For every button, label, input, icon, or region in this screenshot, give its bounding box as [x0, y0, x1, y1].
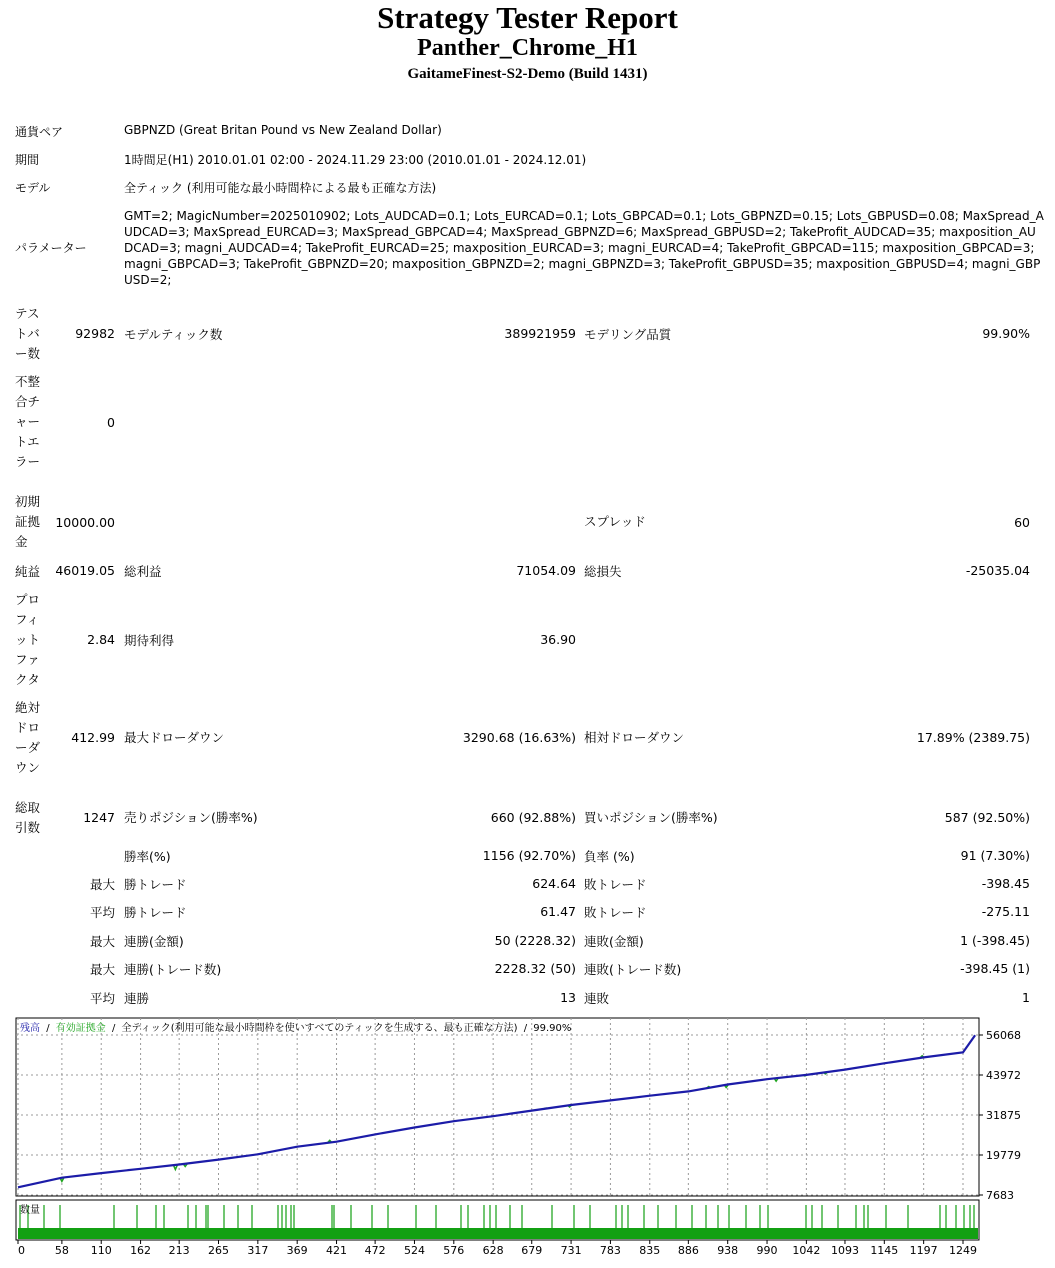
avg-cons-loss-value: 1 [1022, 990, 1030, 1005]
x-tick-label: 213 [168, 1244, 190, 1257]
y-axis-ticks [979, 1029, 1021, 1202]
deposit-value: 10000.00 [55, 515, 115, 530]
x-tick-label: 421 [326, 1244, 348, 1257]
max-dd-label: 最大ドローダウン [124, 730, 225, 745]
abs-dd-value: 412.99 [71, 730, 115, 745]
abs-dd-label: 絶対ドローダウン [15, 700, 41, 775]
loss-value: 91 (7.30%) [960, 848, 1030, 863]
pf-value: 2.84 [87, 632, 115, 647]
x-tick-label: 731 [560, 1244, 582, 1257]
cons-win-money-value: 50 (2228.32) [494, 933, 576, 948]
cons-loss-money-label: 連敗(金額) [584, 934, 644, 949]
x-tick-label: 524 [403, 1244, 425, 1257]
x-tick-label: 1145 [870, 1244, 899, 1257]
cons-loss-count-value: -398.45 (1) [960, 961, 1030, 976]
max-dd-value: 3290.68 (16.63%) [462, 730, 576, 745]
period-label: 期間 [15, 153, 40, 167]
x-tick-label: 110 [90, 1244, 112, 1257]
legend-sep-3: / [523, 1023, 528, 1034]
y-tick-label: 56068 [986, 1029, 1021, 1042]
x-tick-label: 1093 [830, 1244, 859, 1257]
legend-model: 全ティック(利用可能な最小時間枠を使いすべてのティックを生成する、最も正確な方法) [121, 1023, 518, 1034]
quality-value: 99.90% [982, 326, 1030, 341]
x-tick-label: 938 [717, 1244, 739, 1257]
cons-loss-count-label: 連敗(トレード数) [584, 962, 682, 977]
symbol-label: 通貨ペア [15, 125, 64, 139]
y-tick-label: 7683 [986, 1189, 1014, 1202]
x-axis-ticks [18, 1240, 977, 1257]
x-tick-label: 472 [364, 1244, 386, 1257]
rel-dd-value: 17.89% (2389.75) [916, 730, 1030, 745]
win-value: 1156 (92.70%) [482, 848, 576, 863]
x-tick-label: 990 [756, 1244, 778, 1257]
model-value: 全ティック (利用可能な最小時間枠による最も正確な方法) [124, 181, 437, 195]
x-tick-label: 1042 [792, 1244, 821, 1257]
legend-quality: 99.90% [533, 1023, 572, 1034]
loss-label: 負率 (%) [584, 849, 635, 864]
cons-win-count-label: 連勝(トレード数) [124, 962, 222, 977]
avg-cons-win-value: 13 [560, 990, 576, 1005]
trades-label: 総取引数 [15, 800, 41, 835]
trades-value: 1247 [83, 810, 115, 825]
max-prefix: 最大 [89, 877, 115, 892]
long-value: 587 (92.50%) [944, 810, 1030, 825]
largest-win-value: 624.64 [532, 876, 576, 891]
ticks-label: モデルティック数 [124, 327, 223, 342]
gross-loss-value: -25035.04 [965, 563, 1030, 578]
balance-chart [0, 1014, 1055, 1266]
legend-equity: 有効証拠金 [55, 1023, 106, 1034]
model-label: モデル [15, 181, 51, 195]
params-label: パラメーター [15, 241, 87, 255]
max2-prefix: 最大 [89, 934, 115, 949]
spread-value: 60 [1014, 515, 1030, 530]
x-tick-label: 628 [482, 1244, 504, 1257]
symbol-value: GBPNZD (Great Britan Pound vs New Zealand Dollar) [124, 123, 442, 137]
largest-loss-value: -398.45 [981, 876, 1030, 891]
short-value: 660 (92.88%) [490, 810, 576, 825]
mismatch-label: 不整合チャートエラー [15, 374, 41, 469]
net-value: 46019.05 [55, 563, 115, 578]
expert-name: Panther_Chrome_H1 [417, 35, 638, 61]
spread-label: スプレッド [584, 514, 646, 529]
avg2-prefix: 平均 [89, 991, 115, 1006]
y-tick-label: 43972 [986, 1068, 1021, 1082]
avg-loss-label: 敗トレード [584, 905, 647, 920]
cons-win-money-label: 連勝(金額) [124, 934, 184, 949]
y-tick-label: 31875 [986, 1109, 1021, 1123]
x-tick-label: 265 [208, 1244, 230, 1257]
x-tick-label: 0 [18, 1244, 25, 1257]
max3-prefix: 最大 [89, 962, 115, 977]
svg-text:残高 / 有効証拠金 / 全 [20, 1021, 571, 1034]
avg-prefix: 平均 [89, 905, 115, 920]
avg-win-value: 61.47 [540, 904, 576, 919]
deposit-label: 初期証拠金 [15, 494, 41, 549]
x-tick-label: 679 [521, 1244, 543, 1257]
params-value: GMT=2; MagicNumber=2025010902; Lots_AUDCAD=0.1; Lots_EURCAD=0.1; Lots_GBPCAD=0.1; Lots_GBPNZD=0.15; Lots_GBPUSD=0.08; MaxSpread_AUDCAD=3; MaxSpread_EURCAD=3; MaxSpread_GBPCAD=4; MaxSpread_GBPNZD=6; MaxSpread_GBPUSD=2; TakeProfit_AUDCAD=35; maxposition_AUDCAD=3; magni_AUDCAD=4; TakeProfit_EURCAD=25; maxposition_EURCAD=3; magni_EURCAD=4; TakeProfit_GBPCAD=115; maxposition_GBPCAD=3; magni_GBPCAD=3; TakeProfit_GBPNZD=20; maxposition_GBPNZD=2; magni_GBPNZD=3; TakeProfit_GBPUSD=35; maxposition_GBPUSD=4; magni_GBPUSD=2; [124, 209, 1044, 287]
gross-loss-label: 総損失 [584, 564, 622, 579]
x-tick-label: 835 [639, 1244, 661, 1257]
ticks-value: 389921959 [504, 326, 576, 341]
volume-base [18, 1228, 978, 1239]
x-tick-label: 886 [677, 1244, 699, 1257]
net-label: 純益 [15, 564, 41, 579]
period-value: 1時間足(H1) 2010.01.01 02:00 - 2024.11.29 23:00 (2010.01.01 - 2024.12.01) [124, 153, 587, 167]
x-tick-label: 783 [599, 1244, 621, 1257]
volume-label: 数量 [20, 1205, 40, 1216]
largest-loss-label: 敗トレード [584, 877, 647, 892]
expected-value: 36.90 [540, 632, 576, 647]
cons-win-count-value: 2228.32 (50) [494, 961, 576, 976]
gross-profit-value: 71054.09 [516, 563, 576, 578]
expected-label: 期待利得 [124, 633, 175, 648]
bars-value: 92982 [75, 326, 115, 341]
rel-dd-label: 相対ドローダウン [584, 730, 685, 745]
y-tick-label: 19779 [986, 1149, 1021, 1163]
x-tick-label: 1249 [949, 1244, 977, 1257]
win-label: 勝率(%) [124, 849, 171, 864]
x-tick-label: 317 [247, 1244, 269, 1257]
cons-loss-money-value: 1 (-398.45) [960, 933, 1030, 948]
x-tick-label: 1197 [909, 1244, 938, 1257]
x-tick-label: 58 [54, 1244, 69, 1257]
long-label: 買いポジション(勝率%) [584, 810, 718, 825]
pf-label: プロフィットファクタ [15, 592, 41, 687]
x-tick-label: 369 [286, 1244, 308, 1257]
legend-balance: 残高 [20, 1023, 40, 1034]
largest-win-label: 勝トレード [124, 877, 187, 892]
gross-profit-label: 総利益 [124, 564, 162, 579]
report-title: Strategy Tester Report [377, 0, 678, 35]
short-label: 売りポジション(勝率%) [124, 810, 258, 825]
mismatch-value: 0 [107, 415, 115, 430]
x-tick-label: 162 [130, 1244, 152, 1257]
legend-sep-1: / [46, 1023, 50, 1034]
bars-label: テストバー数 [15, 306, 41, 361]
x-tick-label: 576 [443, 1244, 465, 1257]
quality-label: モデリング品質 [584, 327, 672, 342]
avg-win-label: 勝トレード [124, 905, 187, 920]
server-name: GaitameFinest-S2-Demo (Build 1431) [407, 66, 648, 82]
chart-main-frame [16, 1018, 979, 1196]
legend-sep-2: / [111, 1023, 116, 1034]
avg-cons-win-label: 連勝 [124, 991, 150, 1006]
avg-cons-loss-label: 連敗 [584, 991, 610, 1006]
avg-loss-value: -275.11 [981, 904, 1030, 919]
